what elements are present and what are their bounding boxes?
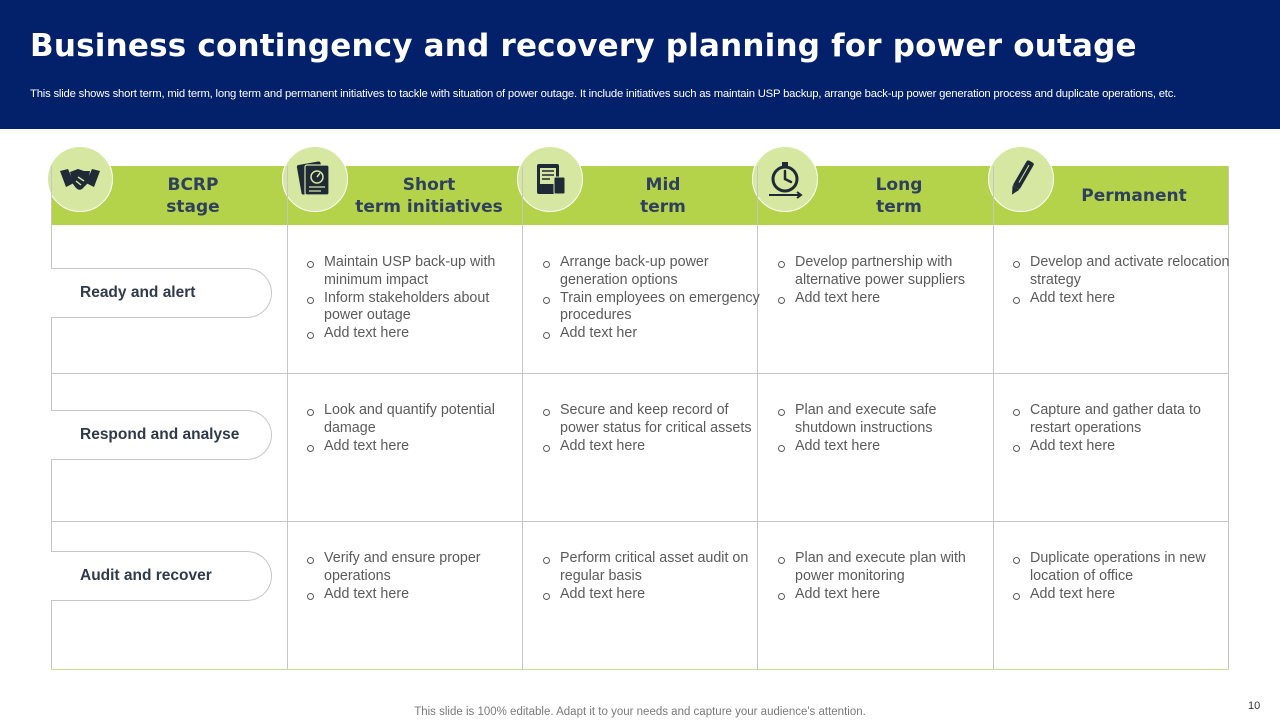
table-bottom-border xyxy=(51,669,1229,670)
cell-ready-permanent xyxy=(1012,254,1234,307)
column-header-long-term: Long term xyxy=(875,174,923,217)
list-item: Add text here xyxy=(1012,290,1234,308)
column-header-mid-term: Mid term xyxy=(640,174,686,217)
cell-audit-long-term xyxy=(777,550,999,603)
cell-ready-mid-term xyxy=(542,254,764,343)
cell-respond-permanent xyxy=(1012,402,1234,455)
cell-audit-short-term xyxy=(306,550,528,603)
grid-line xyxy=(287,166,288,670)
list-item: Add text here xyxy=(777,586,999,604)
list-item: Develop and activate relocation strategy xyxy=(1012,254,1234,290)
column-header-bcrp-stage: BCRP stage xyxy=(166,174,220,217)
cell-respond-short-term xyxy=(306,402,528,455)
list-item: Plan and execute plan with power monitoring xyxy=(777,550,999,586)
list-item: Plan and execute safe shutdown instructions xyxy=(777,402,999,438)
cell-audit-permanent xyxy=(1012,550,1234,603)
list-item: Verify and ensure proper operations xyxy=(306,550,528,586)
list-item: Add text here xyxy=(306,438,528,456)
header-banner xyxy=(0,0,1280,129)
cell-respond-long-term xyxy=(777,402,999,455)
cell-ready-long-term xyxy=(777,254,999,307)
cell-ready-short-term xyxy=(306,254,528,343)
column-header-short-term: Short term initiatives xyxy=(355,174,503,217)
footer-note: This slide is 100% editable. Adapt it to your needs and capture your audience's attention. xyxy=(414,706,866,718)
list-item: Add text here xyxy=(542,438,757,456)
list-item: Capture and gather data to restart operations xyxy=(1012,402,1234,438)
list-item: Develop partnership with alternative power suppliers xyxy=(777,254,999,290)
pen-icon xyxy=(988,146,1054,212)
list-item: Add text here xyxy=(306,325,528,343)
list-item: Add text her xyxy=(542,325,764,343)
list-item: Train employees on emergency procedures xyxy=(542,290,764,326)
mobile-device-icon xyxy=(517,146,583,212)
page-number: 10 xyxy=(1248,700,1261,712)
list-item: Add text here xyxy=(777,438,999,456)
list-item: Add text here xyxy=(777,290,999,308)
stage-respond-and-analyse: Respond and analyse xyxy=(51,410,272,460)
list-item: Add text here xyxy=(306,586,528,604)
slide-subtitle: This slide shows short term, mid term, long term and permanent initiatives to tackle with situation of power outage. It include initiatives such as maintain USP backup, arrange back-up power generation process and duplicate operations, etc. xyxy=(30,88,1177,100)
list-item: Look and quantify potential damage xyxy=(306,402,528,438)
list-item: Perform critical asset audit on regular basis xyxy=(542,550,764,586)
list-item: Arrange back-up power generation options xyxy=(542,254,764,290)
handshake-icon xyxy=(47,146,113,212)
slide-title: Business contingency and recovery planning for power outage xyxy=(30,28,1137,64)
stopwatch-icon xyxy=(752,146,818,212)
list-item: Add text here xyxy=(1012,438,1234,456)
list-item: Add text here xyxy=(542,586,764,604)
cell-respond-mid-term xyxy=(542,402,757,455)
list-item: Add text here xyxy=(1012,586,1234,604)
grid-line xyxy=(51,373,1229,374)
list-item: Inform stakeholders about power outage xyxy=(306,290,528,326)
list-item: Secure and keep record of power status for critical assets xyxy=(542,402,757,438)
stage-ready-and-alert: Ready and alert xyxy=(51,268,272,318)
column-header-permanent: Permanent xyxy=(1081,185,1187,206)
stage-audit-and-recover: Audit and recover xyxy=(51,551,272,601)
list-item: Maintain USP back-up with minimum impact xyxy=(306,254,528,290)
cell-audit-mid-term xyxy=(542,550,764,603)
list-item: Duplicate operations in new location of office xyxy=(1012,550,1234,586)
checklist-document-icon xyxy=(282,146,348,212)
grid-line xyxy=(51,521,1229,522)
